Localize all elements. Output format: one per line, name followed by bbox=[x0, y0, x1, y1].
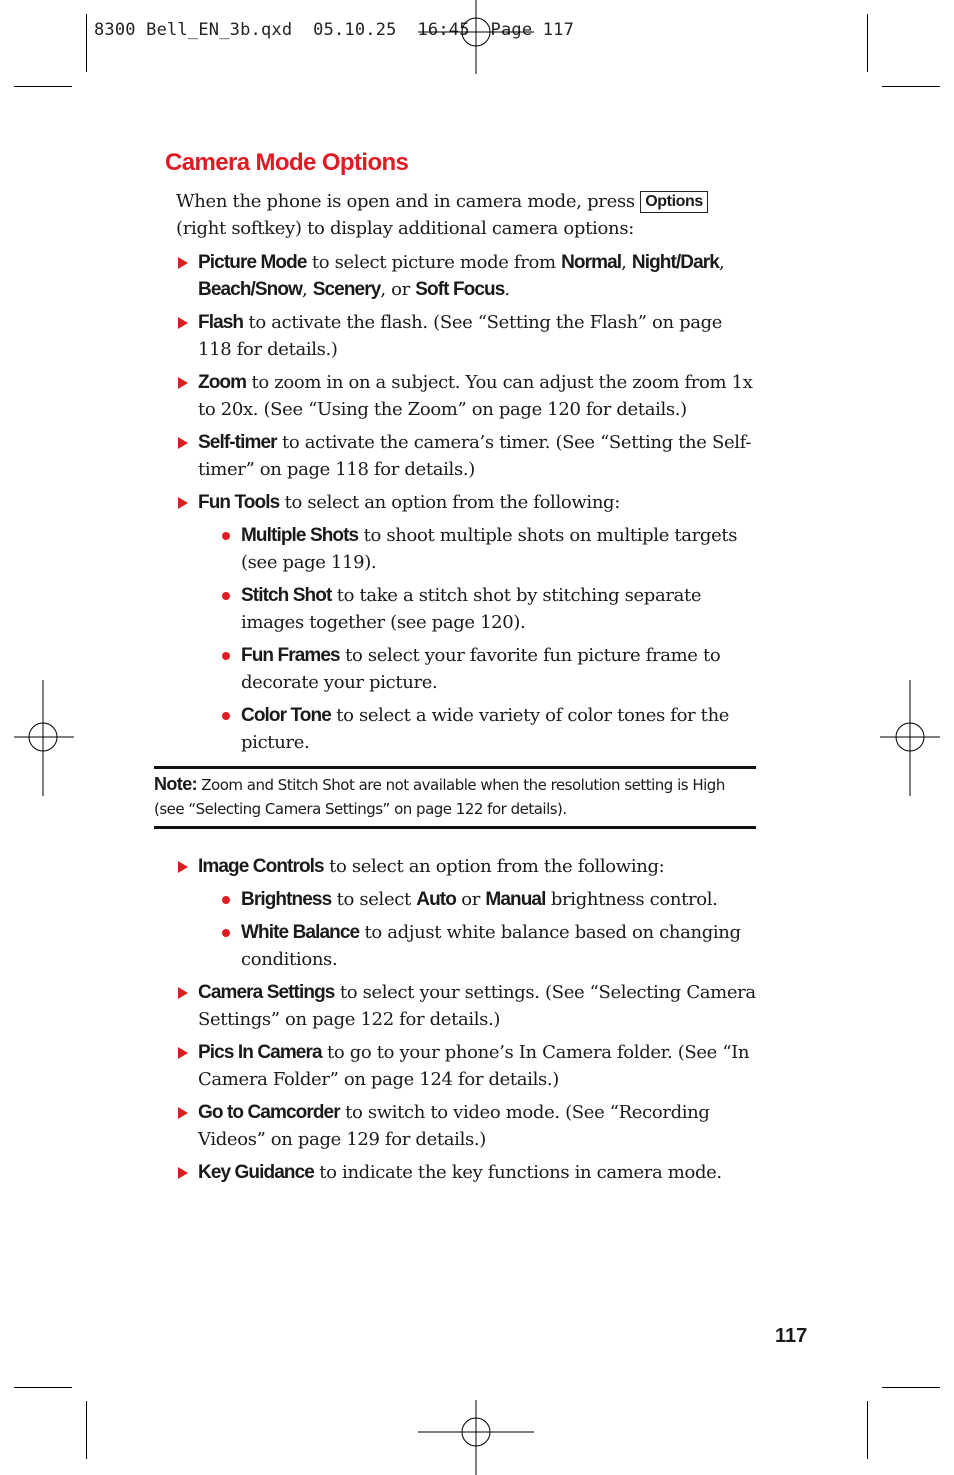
option-name: Brightness bbox=[241, 889, 332, 910]
option-description: , bbox=[718, 252, 725, 273]
crosshair-icon bbox=[418, 0, 534, 74]
option-description: to activate the camera’s timer. (See “Setting the Self-timer” on page 118 for details.) bbox=[198, 432, 752, 480]
triangle-right-icon bbox=[178, 1107, 188, 1119]
option-name: Manual bbox=[485, 889, 546, 910]
option-description: , bbox=[621, 252, 632, 273]
triangle-right-icon bbox=[178, 377, 188, 389]
option-name: Picture Mode bbox=[198, 252, 307, 273]
option-description: to select your settings. (See “Selecting Camera Settings” on page 122 for details.) bbox=[198, 982, 756, 1030]
option-list bbox=[154, 249, 756, 756]
option-name: White Balance bbox=[241, 922, 360, 943]
sub-list-item bbox=[154, 702, 756, 756]
option-description: to select bbox=[331, 889, 417, 910]
option-description: . bbox=[504, 279, 510, 300]
list-item bbox=[154, 1039, 756, 1093]
triangle-right-icon bbox=[178, 1047, 188, 1059]
option-name: Self-timer bbox=[198, 432, 277, 453]
option-name: Auto bbox=[416, 889, 456, 910]
intro-text: (right softkey) to display additional camera options: bbox=[176, 218, 635, 239]
option-name: Flash bbox=[198, 312, 244, 333]
list-item bbox=[154, 1159, 756, 1186]
option-description: to zoom in on a subject. You can adjust the zoom from 1x to 20x. (See “Using the Zoom” on page 120 for details.) bbox=[198, 372, 753, 420]
crop-mark bbox=[867, 1401, 868, 1459]
list-item bbox=[154, 853, 756, 880]
crop-mark bbox=[882, 86, 940, 87]
option-name: Scenery bbox=[312, 279, 381, 300]
dot-icon bbox=[222, 652, 230, 660]
option-name: Fun Tools bbox=[198, 492, 280, 513]
triangle-right-icon bbox=[178, 861, 188, 873]
option-description: brightness control. bbox=[545, 889, 718, 910]
option-name: Normal bbox=[561, 252, 622, 273]
note-label: Note: bbox=[154, 774, 197, 794]
option-description: to adjust white balance based on changing conditions. bbox=[241, 922, 741, 970]
option-description: to select an option from the following: bbox=[323, 856, 665, 877]
list-item bbox=[154, 309, 756, 363]
option-description: or bbox=[455, 889, 486, 910]
main-content bbox=[154, 188, 756, 1192]
option-name: Camera Settings bbox=[198, 982, 335, 1003]
triangle-right-icon bbox=[178, 437, 188, 449]
file-slug: 8300 Bell_EN_3b.qxd 05.10.25 16:45 Page 117 bbox=[94, 20, 575, 40]
option-name: Go to Camcorder bbox=[198, 1102, 340, 1123]
intro-paragraph bbox=[176, 188, 756, 242]
option-description: to select your favorite fun picture frame to decorate your picture. bbox=[241, 645, 721, 693]
crop-mark bbox=[14, 1387, 72, 1388]
option-description: to go to your phone’s In Camera folder. (See “In Camera Folder” on page 124 for details.) bbox=[198, 1042, 750, 1090]
option-description: to take a stitch shot by stitching separate images together (see page 120). bbox=[241, 585, 702, 633]
option-name: Beach/Snow bbox=[198, 279, 302, 300]
intro-text: When the phone is open and in camera mode, press bbox=[176, 191, 641, 212]
dot-icon bbox=[222, 532, 230, 540]
crop-mark bbox=[86, 14, 87, 72]
option-description: to switch to video mode. (See “Recording Videos” on page 129 for details.) bbox=[198, 1102, 710, 1150]
triangle-right-icon bbox=[178, 987, 188, 999]
option-name: Night/Dark bbox=[631, 252, 719, 273]
option-description: to select an option from the following: bbox=[279, 492, 620, 513]
options-softkey-label: Options bbox=[640, 191, 708, 213]
dot-icon bbox=[222, 929, 230, 937]
option-description: to activate the flash. (See “Setting the Flash” on page 118 for details.) bbox=[198, 312, 723, 360]
page-title: Camera Mode Options bbox=[165, 149, 409, 176]
option-description: , or bbox=[380, 279, 416, 300]
option-list bbox=[154, 853, 756, 1186]
crosshair-icon bbox=[418, 1400, 534, 1475]
option-name: Stitch Shot bbox=[241, 585, 332, 606]
crop-mark bbox=[14, 86, 72, 87]
crosshair-icon bbox=[14, 680, 74, 796]
option-description: , bbox=[301, 279, 313, 300]
option-description: to shoot multiple shots on multiple targets (see page 119). bbox=[241, 525, 738, 573]
option-name: Zoom bbox=[198, 372, 247, 393]
sub-list-item bbox=[154, 522, 756, 576]
dot-icon bbox=[222, 712, 230, 720]
sub-list-item bbox=[154, 886, 756, 913]
option-name: Color Tone bbox=[241, 705, 331, 726]
list-item bbox=[154, 429, 756, 483]
list-item bbox=[154, 1099, 756, 1153]
option-description: to select a wide variety of color tones for the picture. bbox=[241, 705, 730, 753]
crop-mark bbox=[86, 1401, 87, 1459]
list-item bbox=[154, 249, 756, 303]
option-name: Pics In Camera bbox=[198, 1042, 322, 1063]
list-item bbox=[154, 369, 756, 423]
triangle-right-icon bbox=[178, 317, 188, 329]
list-item bbox=[154, 489, 756, 516]
triangle-right-icon bbox=[178, 257, 188, 269]
option-name: Image Controls bbox=[198, 856, 324, 877]
option-name: Fun Frames bbox=[241, 645, 340, 666]
sub-list-item bbox=[154, 642, 756, 696]
note-box bbox=[154, 766, 756, 829]
list-item bbox=[154, 979, 756, 1033]
crosshair-icon bbox=[880, 680, 940, 796]
crop-mark bbox=[882, 1387, 940, 1388]
option-name: Multiple Shots bbox=[241, 525, 359, 546]
dot-icon bbox=[222, 896, 230, 904]
triangle-right-icon bbox=[178, 1167, 188, 1179]
option-description: to indicate the key functions in camera mode. bbox=[313, 1162, 722, 1183]
crop-mark bbox=[867, 14, 868, 72]
option-description: to select picture mode from bbox=[306, 252, 562, 273]
sub-list-item bbox=[154, 919, 756, 973]
sub-list-item bbox=[154, 582, 756, 636]
triangle-right-icon bbox=[178, 497, 188, 509]
page-number: 117 bbox=[775, 1325, 808, 1347]
dot-icon bbox=[222, 592, 230, 600]
note-text: Zoom and Stitch Shot are not available when the resolution setting is High (see “Selecting Camera Settings” on page 122 for details). bbox=[154, 776, 725, 818]
option-name: Key Guidance bbox=[198, 1162, 314, 1183]
option-name: Soft Focus bbox=[415, 279, 505, 300]
